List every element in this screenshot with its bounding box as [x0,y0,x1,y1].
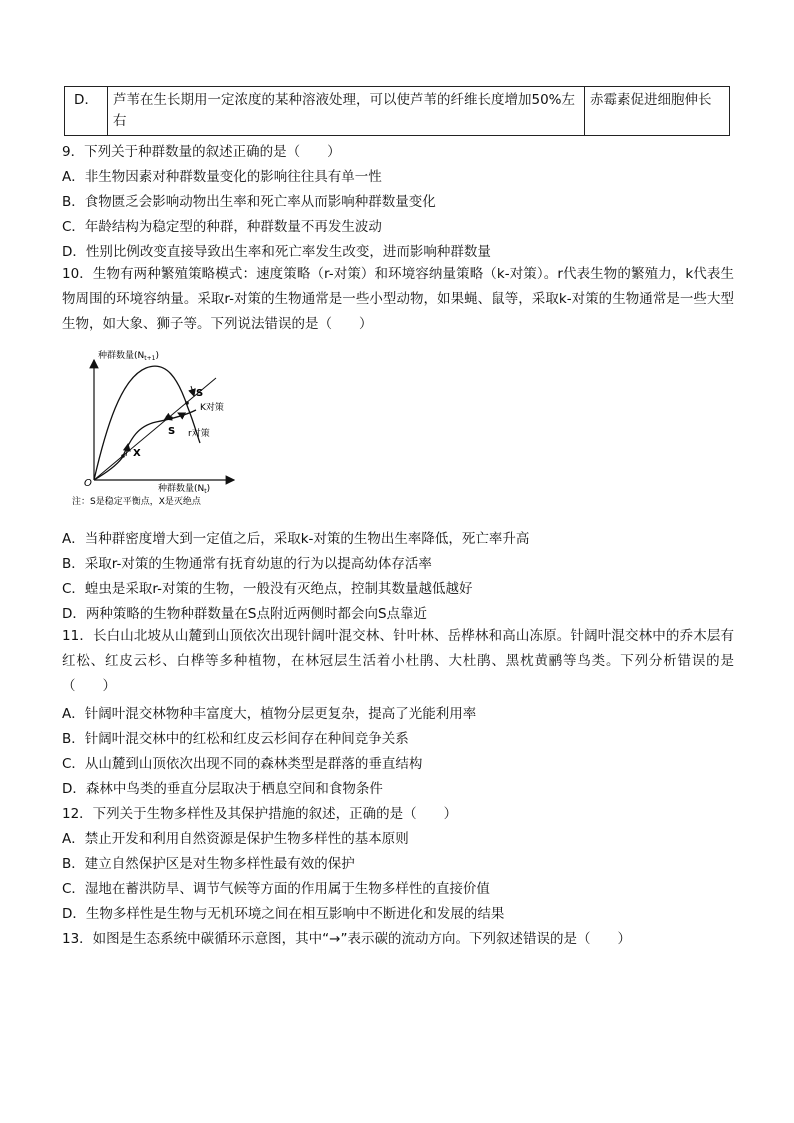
q10-option-c[interactable]: C．蝗虫是采取r-对策的生物，一般没有灭绝点，控制其数量越低越好 [62,581,473,597]
s-label-upper: S [196,388,204,399]
q9-option-a[interactable]: A．非生物因素对种群数量变化的影响往往具有单一性 [62,169,382,185]
arrow-mark [191,386,194,396]
k-strategy-label: K对策 [200,403,224,413]
q12-stem: 12．下列关于生物多样性及其保护措施的叙述，正确的是（ ） [62,806,458,822]
origin-label: O [84,478,92,489]
option-table [64,86,730,136]
q11-option-d[interactable]: D．森林中鸟类的垂直分层取决于栖息空间和食物条件 [62,781,383,797]
strategy-figure [66,348,266,508]
q11-stem: 11．长白山北坡从山麓到山顶依次出现针阔叶混交林、针叶林、岳桦林和高山冻原。针阔叶混交林中的乔木层有红松、红皮云杉、白桦等多种植物，在林冠层生活着小杜鹃、大杜鹃、黑枕黄鹂等鸟类。下列分析错误的是（ ） [62,628,734,694]
q13-stem: 13．如图是生态系统中碳循环示意图，其中“→”表示碳的流动方向。下列叙述错误的是（ ） [62,931,631,947]
stable-point-r [185,401,189,405]
q9-option-c[interactable]: C．年龄结构为稳定型的种群，种群数量不再发生波动 [62,219,382,235]
row-label: D． [65,87,108,136]
q10-option-b[interactable]: B．采取r-对策的生物通常有抚育幼崽的行为以提高幼体存活率 [62,556,432,572]
q11-option-a[interactable]: A．针阔叶混交林物种丰富度大，植物分层更复杂，提高了光能利用率 [62,706,477,722]
q10-option-a[interactable]: A．当种群密度增大到一定值之后，采取k-对策的生物出生率降低，死亡率升高 [62,531,530,547]
row-principle: 赤霉素促进细胞伸长 [585,87,730,136]
q9-option-b[interactable]: B．食物匮乏会影响动物出生率和死亡率从而影响种群数量变化 [62,194,436,210]
q10-stem: 10．生物有两种繁殖策略模式：速度策略（r-对策）和环境容纳量策略（k-对策）。r代表生物的繁殖力，k代表生物周围的环境容纳量。采取r-对策的生物通常是一些小型动物，如果蝇、鼠等，采取k-对策的生物通常是一些大型生物，如大象、狮子等。下列说法错误的是（ ） [62,266,734,332]
q9-option-d[interactable]: D．性别比例改变直接导致出生率和死亡率发生改变，进而影响种群数量 [62,244,491,260]
q11-option-b[interactable]: B．针阔叶混交林中的红松和红皮云杉间存在种间竞争关系 [62,731,409,747]
k-strategy-curve [94,410,196,480]
s-label-lower: S [168,426,176,437]
q12-option-d[interactable]: D．生物多样性是生物与无机环境之间在相互影响中不断进化和发展的结果 [62,906,505,922]
x-label: X [133,448,141,459]
q12-option-a[interactable]: A．禁止开发和利用自然资源是保护生物多样性的基本原则 [62,831,409,847]
x-axis-label: 种群数量$(N_t)$ [158,484,211,495]
stable-point-k [169,416,173,420]
table-row [65,87,730,136]
y-axis-label: 种群数量$(N_{t+1})$ [98,351,159,362]
q11-option-c[interactable]: C．从山麓到山顶依次出现不同的森林类型是群落的垂直结构 [62,756,423,772]
q9-stem: 9．下列关于种群数量的叙述正确的是（ ） [62,144,341,160]
q12-option-b[interactable]: B．建立自然保护区是对生物多样性最有效的保护 [62,856,355,872]
q10-option-d[interactable]: D．两种策略的生物种群数量在S点附近两侧时都会向S点靠近 [62,606,428,622]
r-strategy-label: r对策 [188,429,210,439]
row-content: 芦苇在生长期用一定浓度的某种溶液处理，可以使芦苇的纤维长度增加50%左右 [108,87,585,136]
figure-note: 注：S是稳定平衡点，X是灭绝点 [72,497,201,507]
q12-option-c[interactable]: C．湿地在蓄洪防旱、调节气候等方面的作用属于生物多样性的直接价值 [62,881,490,897]
r-strategy-curve [94,366,200,480]
extinction-point [121,454,125,458]
